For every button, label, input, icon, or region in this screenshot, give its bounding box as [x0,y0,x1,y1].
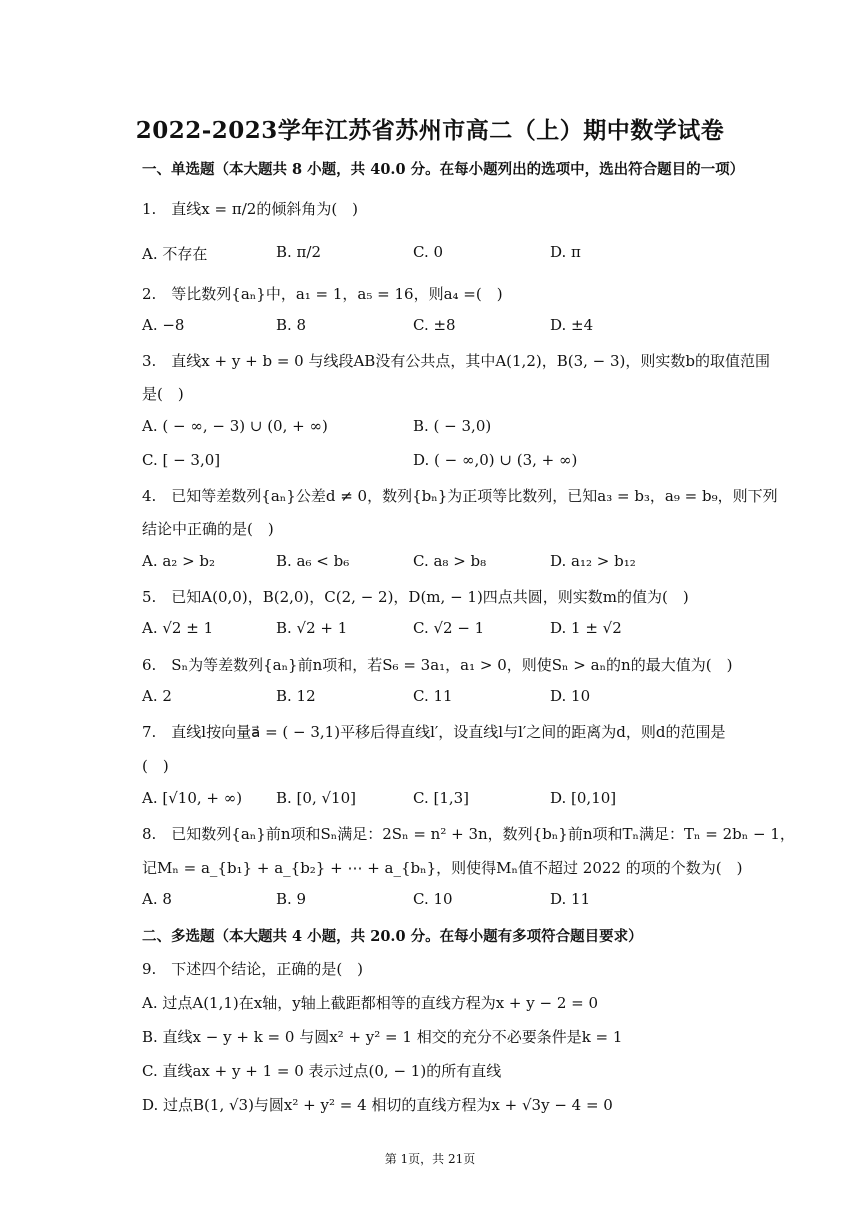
question-9-option-c: C. 直线ax + y + 1 = 0 表示过点(0, − 1)的所有直线 [142,1062,502,1080]
question-2-option-d: D. ±4 [550,316,594,334]
question-6-option-c: C. 11 [413,687,453,705]
question-1-option-b: B. π/2 [276,243,322,261]
question-7-option-a: A. [√10, + ∞) [142,789,243,807]
question-4-option-d: D. a₁₂ > b₁₂ [550,552,636,570]
question-7-option-c: C. [1,3] [413,789,470,807]
question-9-option-b: B. 直线x − y + k = 0 与圆x² + y² = 1 相交的充分不必要条件是k = 1 [142,1028,623,1046]
question-8-option-c: C. 10 [413,890,453,908]
question-4-option-b: B. a₆ < b₆ [276,552,350,570]
question-2-option-a: A. −8 [142,316,185,334]
question-8-option-a: A. 8 [142,890,172,908]
question-5-option-a: A. √2 ± 1 [142,619,214,637]
page-title: 2022-2023学年江苏省苏州市高二（上）期中数学试卷 [135,117,725,144]
question-8-stem-cont: 记Mₙ = a_{b₁} + a_{b₂} + ⋯ + a_{bₙ}，则使得Mₙ值不超过 2022 的项的个数为( ) [142,859,743,877]
question-3-option-c: C. [ − 3,0] [142,451,221,469]
question-6-stem: 6. Sₙ为等差数列{aₙ}前n项和，若S₆ = 3a₁，a₁ > 0，则使Sₙ > aₙ的n的最大值为( ) [142,656,733,674]
question-1-option-d: D. π [550,243,581,261]
question-3-stem: 3. 直线x + y + b = 0 与线段AB没有公共点，其中A(1,2)，B(3, − 3)，则实数b的取值范围 [142,352,771,370]
question-5-option-c: C. √2 − 1 [413,619,485,637]
question-4-option-c: C. a₈ > b₈ [413,552,487,570]
question-8-stem: 8. 已知数列{aₙ}前n项和Sₙ满足：2Sₙ = n² + 3n，数列{bₙ}前n项和Tₙ满足：Tₙ = 2bₙ − 1， [142,825,795,843]
question-3-option-b: B. ( − 3,0) [413,417,492,435]
question-9-option-a: A. 过点A(1,1)在x轴，y轴上截距都相等的直线方程为x + y − 2 = 0 [142,994,599,1012]
section-heading-single-choice: 一、单选题（本大题共 8 小题，共 40.0 分。在每小题列出的选项中，选出符合题目的一项） [142,161,745,178]
question-3-stem-cont: 是( ) [142,385,184,403]
question-3-option-d: D. ( − ∞,0) ∪ (3, + ∞) [413,451,578,469]
question-6-option-d: D. 10 [550,687,591,705]
question-9-option-d: D. 过点B(1, √3)与圆x² + y² = 4 相切的直线方程为x + √3y − 4 = 0 [142,1096,613,1114]
question-1-option-a: A. 不存在 [142,245,208,263]
question-4-stem: 4. 已知等差数列{aₙ}公差d ≠ 0，数列{bₙ}为正项等比数列，已知a₃ = b₃，a₉ = b₉，则下列 [142,487,778,505]
question-5-stem: 5. 已知A(0,0)，B(2,0)，C(2, − 2)，D(m, − 1)四点共圆，则实数m的值为( ) [142,588,689,606]
question-7-option-d: D. [0,10] [550,789,617,807]
question-1-option-c: C. 0 [413,243,444,261]
question-3-option-a: A. ( − ∞, − 3) ∪ (0, + ∞) [142,417,328,435]
question-6-option-b: B. 12 [276,687,316,705]
question-6-option-a: A. 2 [142,687,172,705]
question-2-option-c: C. ±8 [413,316,456,334]
question-5-option-b: B. √2 + 1 [276,619,348,637]
question-1-stem: 1. 直线x = π/2的倾斜角为( ) [142,200,359,218]
section-heading-multiple-choice: 二、多选题（本大题共 4 小题，共 20.0 分。在每小题有多项符合题目要求） [142,928,643,945]
question-7-stem: 7. 直线l按向量a⃗ = ( − 3,1)平移后得直线l′，设直线l与l′之间的距离为d，则d的范围是 [142,723,726,741]
question-9-stem: 9. 下述四个结论，正确的是( ) [142,960,364,978]
question-2-option-b: B. 8 [276,316,307,334]
question-7-stem-cont: ( ) [142,757,169,775]
question-2-stem: 2. 等比数列{aₙ}中，a₁ = 1，a₅ = 16，则a₄ =( ) [142,285,503,303]
question-4-stem-cont: 结论中正确的是( ) [142,520,274,538]
question-8-option-b: B. 9 [276,890,307,908]
question-5-option-d: D. 1 ± √2 [550,619,622,637]
page-footer: 第 1页，共 21页 [384,1152,476,1166]
question-4-option-a: A. a₂ > b₂ [142,552,216,570]
question-8-option-d: D. 11 [550,890,591,908]
question-7-option-b: B. [0, √10] [276,789,356,807]
